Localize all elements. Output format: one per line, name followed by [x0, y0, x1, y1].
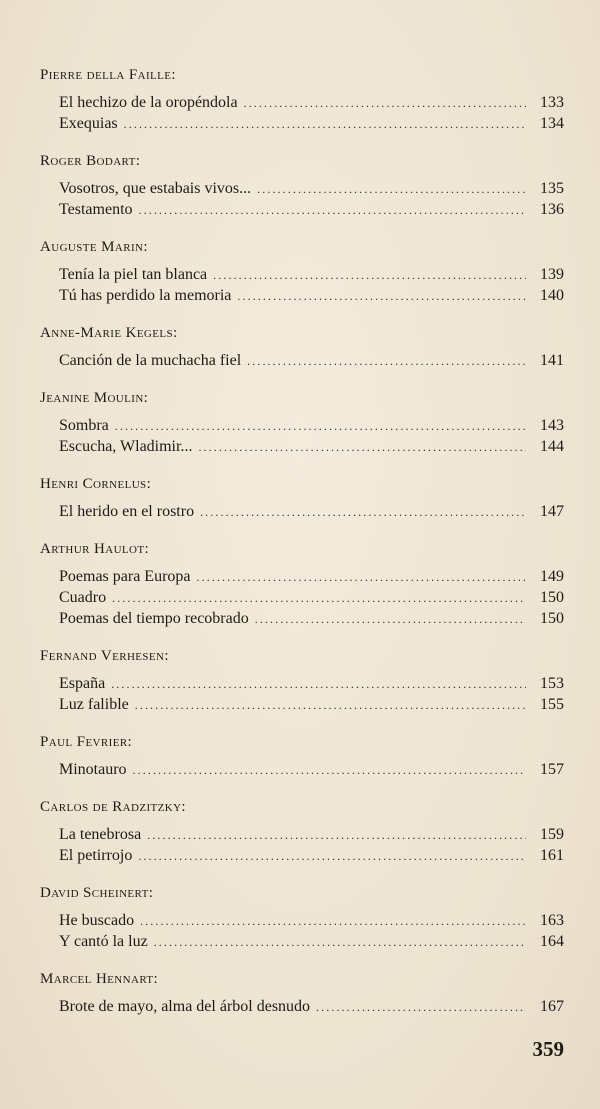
entry-title: La tenebrosa	[59, 826, 142, 843]
dot-leader	[237, 286, 526, 307]
dot-leader	[124, 114, 526, 135]
dot-leader	[200, 502, 526, 523]
entry-page: 149	[540, 568, 564, 585]
toc-entry	[59, 199, 564, 220]
dot-leader	[257, 179, 526, 200]
author-heading: David Scheinert:	[40, 885, 154, 901]
entry-title: El herido en el rostro	[59, 503, 195, 520]
dot-leader	[115, 416, 526, 437]
toc-entry	[59, 608, 564, 629]
toc-entry	[59, 759, 564, 780]
dot-leader	[133, 760, 526, 781]
dot-leader	[135, 695, 526, 716]
toc-entry	[59, 350, 564, 371]
toc-entry	[59, 566, 564, 587]
entry-page: 163	[540, 912, 564, 929]
toc-entry	[59, 285, 564, 306]
dot-leader	[198, 437, 526, 458]
dot-leader	[154, 932, 526, 953]
entry-title: Poemas para Europa	[59, 568, 191, 585]
dot-leader	[138, 846, 526, 867]
toc-entry	[59, 415, 564, 436]
author-heading: Carlos de Radzitzky:	[40, 799, 186, 815]
toc-entry	[59, 694, 564, 715]
table-of-contents	[40, 66, 564, 1017]
page-number: 359	[532, 1037, 564, 1061]
entry-title: Testamento	[59, 201, 133, 218]
entry-title: Brote de mayo, alma del árbol desnudo	[59, 998, 311, 1015]
author-heading: Jeanine Moulin:	[40, 390, 149, 406]
author-heading: Paul Fevrier:	[40, 734, 133, 750]
entry-title: Cuadro	[59, 589, 107, 606]
toc-entry	[59, 910, 564, 931]
entry-title: Escucha, Wladimir...	[59, 438, 193, 455]
entry-page: 161	[540, 847, 564, 864]
toc-entry	[59, 178, 564, 199]
entry-title: España	[59, 675, 106, 692]
toc-entry	[59, 264, 564, 285]
dot-leader	[255, 609, 526, 630]
author-heading: Pierre della Faille:	[40, 67, 176, 83]
dot-leader	[213, 265, 526, 286]
entry-page: 140	[540, 287, 564, 304]
toc-entry	[59, 113, 564, 134]
entry-page: 164	[540, 933, 564, 950]
entry-page: 150	[540, 610, 564, 627]
dot-leader	[111, 674, 526, 695]
entry-page: 135	[540, 180, 564, 197]
toc-entry	[59, 845, 564, 866]
dot-leader	[316, 997, 526, 1018]
dot-leader	[140, 911, 526, 932]
toc-entry	[59, 824, 564, 845]
entry-title: Poemas del tiempo recobrado	[59, 610, 249, 627]
entry-page: 134	[540, 115, 564, 132]
toc-entry	[59, 436, 564, 457]
entry-title: Canción de la muchacha fiel	[59, 352, 242, 369]
toc-entry	[59, 996, 564, 1017]
entry-title: Tenía la piel tan blanca	[59, 266, 208, 283]
dot-leader	[112, 588, 526, 609]
toc-entry	[59, 501, 564, 522]
entry-title: Exequias	[59, 115, 118, 132]
author-heading: Marcel Hennart:	[40, 971, 159, 987]
author-heading: Auguste Marin:	[40, 239, 148, 255]
dot-leader	[247, 351, 526, 372]
entry-page: 167	[540, 998, 564, 1015]
entry-page: 153	[540, 675, 564, 692]
dot-leader	[244, 93, 526, 114]
entry-page: 150	[540, 589, 564, 606]
dot-leader	[147, 825, 526, 846]
toc-entry	[59, 931, 564, 952]
entry-title: Minotauro	[59, 761, 127, 778]
entry-page: 147	[540, 503, 564, 520]
entry-page: 157	[540, 761, 564, 778]
entry-title: Y cantó la luz	[59, 933, 148, 950]
entry-page: 159	[540, 826, 564, 843]
entry-page: 136	[540, 201, 564, 218]
toc-entry	[59, 673, 564, 694]
entry-title: Luz falible	[59, 696, 129, 713]
dot-leader	[197, 567, 526, 588]
entry-page: 144	[540, 438, 564, 455]
toc-entry	[59, 92, 564, 113]
entry-title: Sombra	[59, 417, 109, 434]
entry-title: El hechizo de la oropéndola	[59, 94, 238, 111]
author-heading: Anne-Marie Kegels:	[40, 325, 178, 341]
dot-leader	[139, 200, 526, 221]
entry-title: Vosotros, que estabais vivos...	[59, 180, 252, 197]
toc-entry	[59, 587, 564, 608]
entry-page: 133	[540, 94, 564, 111]
entry-title: He buscado	[59, 912, 135, 929]
entry-title: El petirrojo	[59, 847, 133, 864]
entry-title: Tú has perdido la memoria	[59, 287, 232, 304]
author-heading: Fernand Verhesen:	[40, 648, 169, 664]
entry-page: 155	[540, 696, 564, 713]
author-heading: Roger Bodart:	[40, 153, 141, 169]
entry-page: 139	[540, 266, 564, 283]
entry-page: 143	[540, 417, 564, 434]
entry-page: 141	[540, 352, 564, 369]
author-heading: Henri Cornelus:	[40, 476, 152, 492]
author-heading: Arthur Haulot:	[40, 541, 150, 557]
